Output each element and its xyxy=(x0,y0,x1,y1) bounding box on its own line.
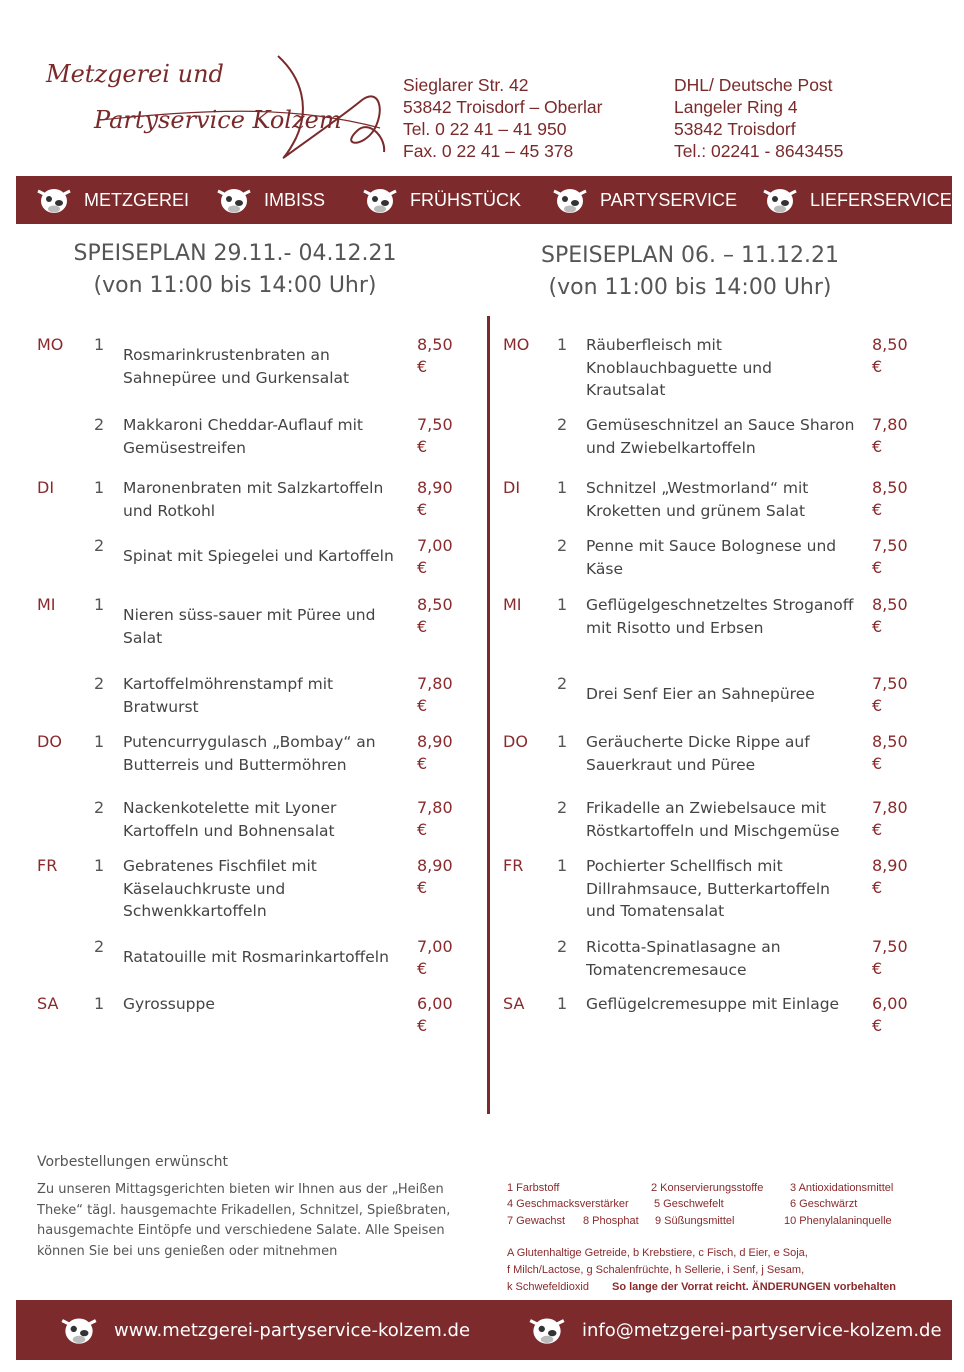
notice: So lange der Vorrat reicht. ÄNDERUNGEN vorbehalten xyxy=(612,1281,897,1293)
dish-number: 2 xyxy=(557,937,568,956)
fax: Fax. 0 22 41 – 45 378 xyxy=(403,141,574,161)
dish-price: 8,90 € xyxy=(417,732,453,773)
day-label: SA xyxy=(37,994,59,1013)
phone: Tel.: 02241 - 8643455 xyxy=(674,141,844,161)
dish-name: Nackenkotelette mit Lyoner Kartoffeln und Bohnensalat xyxy=(123,799,337,840)
dish-name: Geflügelgeschnetzeltes Stroganoff mit Risotto und Erbsen xyxy=(586,596,854,637)
address-main xyxy=(403,74,602,162)
dish-number: 1 xyxy=(557,478,568,497)
dish-price: 8,90 € xyxy=(872,856,908,897)
dish-number: 2 xyxy=(94,798,105,817)
address-line: Langeler Ring 4 xyxy=(674,97,798,117)
plan2-time: (von 11:00 bis 14:00 Uhr) xyxy=(548,275,832,300)
dish-number: 1 xyxy=(557,335,568,354)
legend-item: 10 Phenylalaninquelle xyxy=(784,1215,892,1227)
cow-icon xyxy=(760,183,800,217)
plan1-time: (von 11:00 bis 14:00 Uhr) xyxy=(93,273,377,298)
dish-name: Spinat mit Spiegelei und Kartoffeln xyxy=(123,547,394,565)
dish-price: 6,00 € xyxy=(417,994,453,1035)
day-label: MI xyxy=(503,595,522,614)
website-text: www.metzgerei-partyservice-kolzem.de xyxy=(114,1319,471,1341)
address-line: 53842 Troisdorf xyxy=(674,119,796,139)
dish-name: Nieren süss-sauer mit Püree und Salat xyxy=(123,606,376,647)
cow-icon xyxy=(214,183,254,217)
legend-item: 4 Geschmacksverstärker xyxy=(507,1198,629,1210)
dish-name: Schnitzel „Westmorland“ mit Kroketten und grünem Salat xyxy=(586,479,809,520)
nav-label: METZGEREI xyxy=(84,189,190,210)
dish-number: 2 xyxy=(94,937,105,956)
allergen-line: k Schwefeldioxid xyxy=(507,1281,589,1293)
day-label: MO xyxy=(37,335,64,354)
dish-price: 8,50 € xyxy=(417,595,453,636)
nav-item-metzgerei[interactable] xyxy=(34,176,189,224)
dish-name: Gemüseschnitzel an Sauce Sharon und Zwiebelkartoffeln xyxy=(586,416,855,457)
dish-price: 6,00 € xyxy=(872,994,908,1035)
dish-number: 1 xyxy=(557,994,568,1013)
dish-number: 1 xyxy=(557,856,568,875)
legend-item: 6 Geschwärzt xyxy=(790,1198,858,1210)
nav-label: FRÜHSTÜCK xyxy=(410,189,521,210)
dish-price: 7,00 € xyxy=(417,536,453,577)
logo-line2: Partyservice Kolzem xyxy=(94,106,342,134)
dish-number: 2 xyxy=(557,415,568,434)
dish-number: 2 xyxy=(557,674,568,693)
plan2-title: SPEISEPLAN 06. – 11.12.21 xyxy=(541,243,839,268)
dish-name: Ratatouille mit Rosmarinkartoffeln xyxy=(123,948,389,966)
day-label: SA xyxy=(503,994,525,1013)
nav-item-fruehstueck[interactable] xyxy=(360,176,521,224)
legend-item: 3 Antioxidationsmittel xyxy=(790,1182,894,1194)
preorder-text: Zu unseren Mittagsgerichten bieten wir Ihnen aus der „Heißen Theke“ tägl. hausgemachte Frikadellen, Schnitzel, Spießbraten, hausgemachte Eintöpfe und verschiedene Salate. Alle Speisen können Sie bei uns genießen oder mitnehmen xyxy=(37,1182,451,1259)
plan1-heading xyxy=(40,238,430,302)
dish-name: Räuberfleisch mit Knoblauchbaguette und Krautsalat xyxy=(586,336,772,399)
nav-bar xyxy=(16,176,952,224)
dish-number: 2 xyxy=(557,798,568,817)
day-label: FR xyxy=(37,856,58,875)
cow-icon xyxy=(526,1312,568,1348)
header xyxy=(0,0,964,172)
plan2-heading xyxy=(500,240,880,304)
dish-price: 8,50 € xyxy=(872,595,908,636)
day-label: DI xyxy=(37,478,55,497)
dish-number: 1 xyxy=(94,856,105,875)
email-text: info@metzgerei-partyservice-kolzem.de xyxy=(582,1319,942,1341)
email-link[interactable] xyxy=(526,1300,942,1360)
cow-icon xyxy=(34,183,74,217)
nav-label: PARTYSERVICE xyxy=(600,189,738,210)
dish-name: Rosmarinkrustenbraten an Sahnepüree und Gurkensalat xyxy=(123,346,350,387)
column-divider xyxy=(487,316,490,1114)
allergen-line: f Milch/Lactose, g Schalenfrüchte, h Sellerie, i Senf, j Sesam, xyxy=(507,1264,805,1276)
dish-name: Makkaroni Cheddar-Auflauf mit Gemüsestreifen xyxy=(123,416,363,457)
dish-price: 7,80 € xyxy=(417,798,453,839)
dish-price: 7,80 € xyxy=(872,798,908,839)
dish-name: Gebratenes Fischfilet mit Käselauchkruste und Schwenkkartoffeln xyxy=(123,857,317,920)
dish-price: 7,50 € xyxy=(872,674,908,715)
day-label: MO xyxy=(503,335,530,354)
dish-price: 8,50 € xyxy=(872,478,908,519)
footer-bar xyxy=(16,1300,952,1360)
legend-item: 1 Farbstoff xyxy=(507,1182,560,1194)
dish-name: Pochierter Schellfisch mit Dillrahmsauce, Butterkartoffeln und Tomatensalat xyxy=(586,857,830,920)
dish-name: Kartoffelmöhrenstampf mit Bratwurst xyxy=(123,675,334,716)
legend-item: 7 Gewachst xyxy=(507,1215,566,1227)
dish-price: 8,50 € xyxy=(872,732,908,773)
dish-name: Penne mit Sauce Bolognese und Käse xyxy=(586,537,837,578)
dish-name: Ricotta-Spinatlasagne an Tomatencremesauce xyxy=(586,938,781,979)
dish-number: 2 xyxy=(94,536,105,555)
address-line: Sieglarer Str. 42 xyxy=(403,75,529,95)
dish-name: Geflügelcremesuppe mit Einlage xyxy=(586,995,840,1013)
legend-item: 9 Süßungsmittel xyxy=(655,1215,735,1227)
dish-name: Gyrossuppe xyxy=(123,995,215,1013)
preorder-title: Vorbestellungen erwünscht xyxy=(37,1154,228,1170)
dish-number: 1 xyxy=(94,335,105,354)
day-label: DO xyxy=(503,732,528,751)
dish-price: 7,00 € xyxy=(417,937,453,978)
dish-number: 1 xyxy=(94,478,105,497)
nav-label: IMBISS xyxy=(264,189,326,210)
dish-price: 7,50 € xyxy=(872,536,908,577)
cow-icon xyxy=(58,1312,100,1348)
dish-name: Geräucherte Dicke Rippe auf Sauerkraut und Püree xyxy=(586,733,810,774)
address-line: DHL/ Deutsche Post xyxy=(674,75,833,95)
dish-price: 8,50 € xyxy=(417,335,453,376)
dish-number: 2 xyxy=(94,415,105,434)
website-link[interactable] xyxy=(58,1300,470,1360)
nav-label: LIEFERSERVICE xyxy=(810,189,952,210)
address-post xyxy=(674,74,843,162)
dish-number: 1 xyxy=(94,732,105,751)
phone: Tel. 0 22 41 – 41 950 xyxy=(403,119,567,139)
legend-item: 5 Geschwefelt xyxy=(654,1198,724,1210)
dish-price: 7,80 € xyxy=(417,674,453,715)
address-line: 53842 Troisdorf – Oberlar xyxy=(403,97,603,117)
legend-item: 2 Konservierungsstoffe xyxy=(651,1182,764,1194)
logo xyxy=(40,48,400,168)
nav-item-imbiss[interactable] xyxy=(214,176,325,224)
dish-name: Maronenbraten mit Salzkartoffeln und Rotkohl xyxy=(123,479,384,520)
dish-number: 2 xyxy=(557,536,568,555)
dish-price: 7,80 € xyxy=(872,415,908,456)
nav-item-lieferservice[interactable] xyxy=(760,176,952,224)
cow-icon xyxy=(360,183,400,217)
logo-line1: Metzgerei und xyxy=(46,60,224,88)
dish-number: 1 xyxy=(94,595,105,614)
day-label: FR xyxy=(503,856,524,875)
dish-price: 7,50 € xyxy=(417,415,453,456)
dish-name: Drei Senf Eier an Sahnepüree xyxy=(586,685,815,703)
day-label: MI xyxy=(37,595,56,614)
dish-price: 8,90 € xyxy=(417,856,453,897)
legend-item: 8 Phosphat xyxy=(583,1215,639,1227)
dish-price: 8,50 € xyxy=(872,335,908,376)
dish-number: 2 xyxy=(94,674,105,693)
day-label: DI xyxy=(503,478,521,497)
dish-price: 7,50 € xyxy=(872,937,908,978)
day-label: DO xyxy=(37,732,62,751)
dish-number: 1 xyxy=(557,732,568,751)
dish-number: 1 xyxy=(557,595,568,614)
dish-name: Putencurrygulasch „Bombay“ an Butterreis und Buttermöhren xyxy=(123,733,376,774)
dish-name: Frikadelle an Zwiebelsauce mit Röstkartoffeln und Mischgemüse xyxy=(586,799,840,840)
nav-item-partyservice[interactable] xyxy=(550,176,737,224)
dish-price: 8,90 € xyxy=(417,478,453,519)
allergen-line: A Glutenhaltige Getreide, b Krebstiere, c Fisch, d Eier, e Soja, xyxy=(507,1247,808,1259)
dish-number: 1 xyxy=(94,994,105,1013)
plan1-title: SPEISEPLAN 29.11.- 04.12.21 xyxy=(73,241,397,266)
cow-icon xyxy=(550,183,590,217)
